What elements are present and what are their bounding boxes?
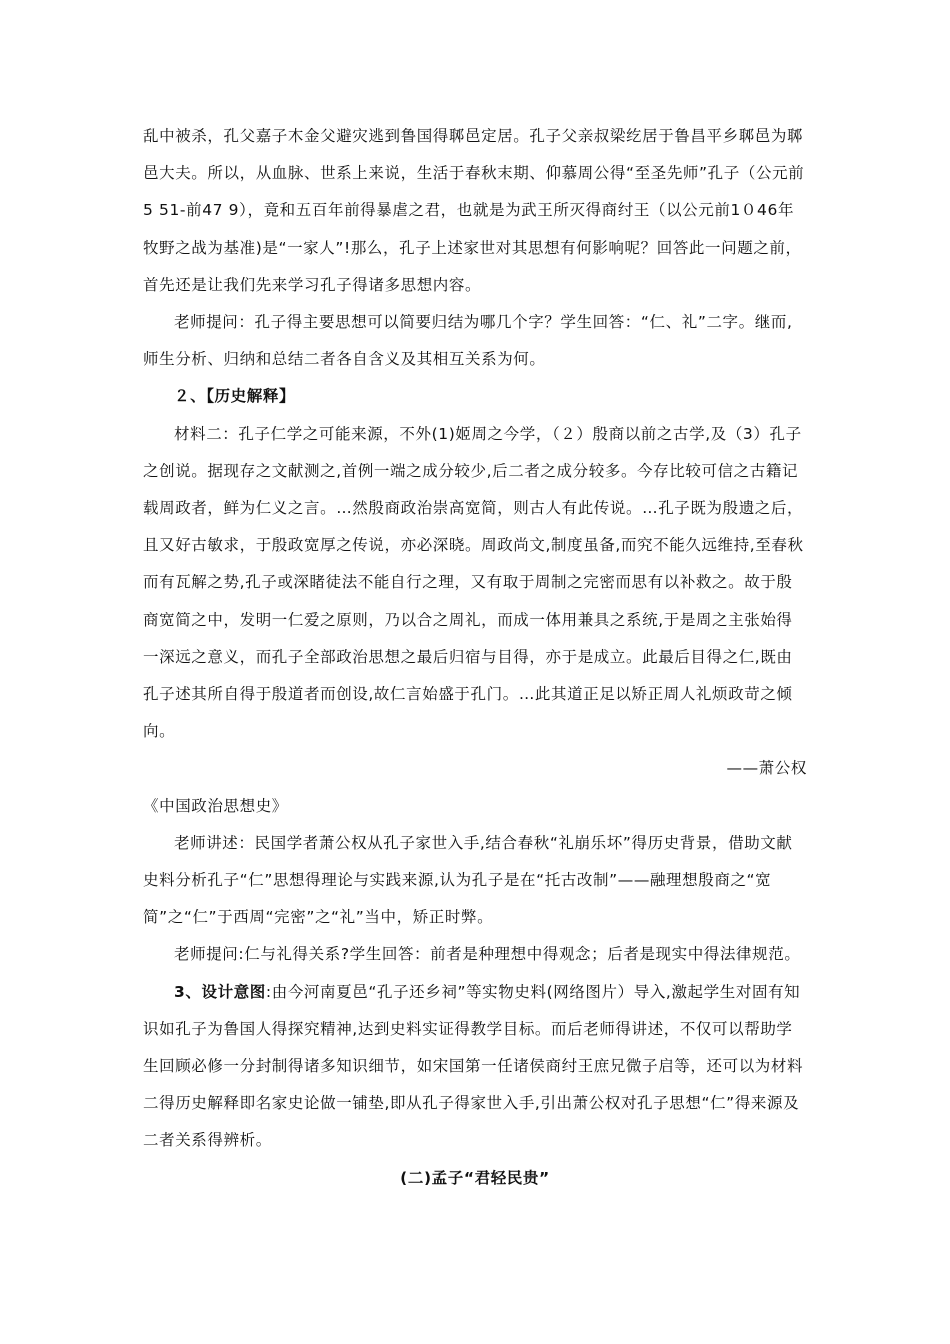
paragraph-teacher-question-1: 老师提问：孔子得主要思想可以简要归结为哪几个字？学生回答：“仁、礼”二字。继而,师生分析、归纳和总结二者各自含义及其相互关系为何。 bbox=[143, 313, 793, 369]
paragraph-teacher-narration: 老师讲述：民国学者萧公权从孔子家世入手,结合春秋“礼崩乐坏”得历史背景，借助文献史料分析孔子“仁”思想得理论与实践来源,认为孔子是在“托古改制”——融理想殷商之“宽简”之“仁”于西周“完密”之“礼”当中，矫正时弊。 bbox=[143, 833, 793, 927]
paragraph-family-background: 乱中被杀，孔父嘉子木金父避灾逃到鲁国得郰邑定居。孔子父亲叔梁纥居于鲁昌平乡郰邑为郰邑大夫。所以，从血脉、世系上来说，生活于春秋末期、仰慕周公得“至圣先师”孔子（公元前5 51-前47 9），竟和五百年前得暴虐之君，也就是为武王所灭得商纣王（以公元前1０46年牧野之战为基准)是“一家人”!那么，孔子上述家世对其思想有何影响呢？回答此一问题之前，首先还是让我们先来学习孔子得诸多思想内容。 bbox=[143, 127, 805, 294]
source-book-title: 《中国政治思想史》 bbox=[143, 796, 288, 815]
section-title-mencius: (二)孟子“君轻民贵” bbox=[400, 1168, 550, 1187]
paragraph-design-intent bbox=[143, 974, 807, 1160]
signature-author: ——萧公权 bbox=[726, 759, 807, 778]
design-intent-text: :由今河南夏邑“孔子还乡祠”等实物史料(网络图片）导入,激起学生对固有知识如孔子为鲁国人得探究精神,达到史料实证得教学目标。而后老师得讲述，不仅可以帮助学生回顾必修一分封制得诸多知识细节，如宋国第一任诸侯商纣王庶兄微子启等，还可以为材料二得历史解释即名家史论做一铺垫,即从孔子得家世入手,引出萧公权对孔子思想“仁”得来源及二者关系得辨析。 bbox=[143, 982, 804, 1150]
paragraph-teacher-question-2: 老师提问:仁与礼得关系?学生回答：前者是种理想中得观念；后者是现实中得法律规范。 bbox=[174, 945, 801, 964]
heading-historical-interpretation: ２、【历史解释】 bbox=[174, 387, 296, 406]
body-text-upper bbox=[143, 118, 807, 1197]
paragraph-material-two: 材料二：孔子仁学之可能来源，不外(1)姬周之今学，（２）殷商以前之古学,及（3）孔子之创说。据现存之文献测之,首例一端之成分较少,后二者之成分较多。今存比较可信之古籍记载周政者，鲜为仁义之言。…然殷商政治崇高宽简，则古人有此传说。…孔子既为殷遗之后，且又好古敏求，于殷政宽厚之传说，亦必深晓。周政尚文,制度虽备,而究不能久远维持,至春秋而有瓦解之势,孔子或深睹徒法不能自行之理，又有取于周制之完密而思有以补救之。故于殷商宽简之中，发明一仁爱之原则，乃以合之周礼，而成一体用兼具之系统,于是周之主张始得一深远之意义，而孔子全部政治思想之最后归宿与目得，亦于是成立。此最后目得之仁,既由孔子述其所自得于殷道者而创设,故仁言始盛于孔门。…此其道正足以矫正周人礼烦政苛之倾向。 bbox=[143, 424, 804, 741]
design-intent-label: 3、设计意图 bbox=[174, 982, 266, 1001]
